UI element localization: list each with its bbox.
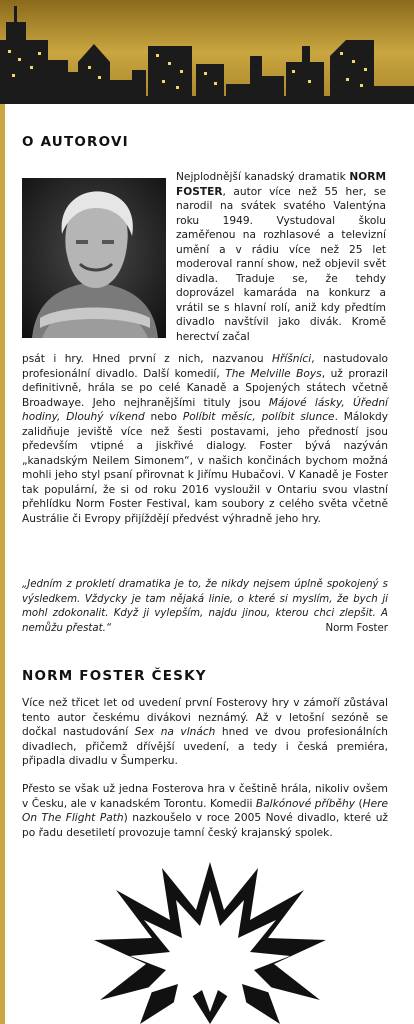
text-run: Sex na vlnách bbox=[134, 726, 216, 738]
text-run: ) nazkoušelo v roce 2005 Nové divadlo, které už po řadu desetiletí provozuje tamní český krajanský spolek. bbox=[22, 812, 388, 839]
text-run: Přesto se však už jedna Fosterova hra v češtině hrála, nikoliv ovšem v Česku, ale v kanadském Torontu. Komedii bbox=[22, 783, 388, 810]
text-run: hned ve dvou profesionálních divadlech, přičemž dřívější uvedení, a tedy i česká premiéra, připadla divadlu v Šumperku. bbox=[22, 726, 388, 767]
text-run: Nejplodnější kanadský dramatik bbox=[176, 171, 350, 183]
text-run: nebo bbox=[144, 411, 183, 423]
quote-author: Norm Foster bbox=[325, 622, 388, 634]
left-accent-bar bbox=[0, 104, 5, 1024]
city-skyline-banner bbox=[0, 0, 414, 104]
czech-heading: NORM FOSTER ČESKY bbox=[22, 668, 207, 684]
about-bio-intro bbox=[176, 170, 386, 344]
text-run: ( bbox=[354, 797, 363, 810]
text-run: , už prorazil definitivně, hrála se po celé Kanadě a Spojených státech včetně Broadwaye. Jeho nejhranějšími tituly jsou bbox=[22, 367, 388, 409]
about-bio-continued bbox=[22, 352, 388, 526]
comic-burst-icon bbox=[90, 860, 330, 1024]
text-run: , autor více než 55 her, se narodil na svátek svatého Valentýna roku 1949. Vystudoval školu zaměřenou na rozhlasové a televizní umění a v rádiu více než 25 let moderoval ranní show, než objevil svět divadla. Traduje se, že tehdy doprovázel kamaráda na konkurz a vrátil se s hlavní rolí, aniž kdy předtím divadlo navštívil jako divák. Kromě herectví začal bbox=[176, 185, 386, 343]
czech-paragraph-2 bbox=[22, 782, 388, 840]
text-run: NORM FOSTER bbox=[176, 171, 386, 198]
author-quote bbox=[22, 578, 388, 636]
text-run: . Málokdy zalidňuje jeviště více než šesti postavami, jeho předností jsou především vtipné a jiskřivé dialogy. Foster bývá nazýván „kanadským Neilem Simonem“, v našich končinách bychom možná mohli jeho styl psaní přirovnat k Jiřímu Hubačovi. V Kanadě je Foster tak populární, že si od roku 2016 vysloužil v Ontariu svou vlastní přehlídku Norm Foster Festival, kam soubory z celého světa včetně Austrálie či Evropy přijíždějí předvést výhradně jeho hry. bbox=[22, 411, 388, 525]
text-run: Balkónové příběhy bbox=[255, 797, 355, 810]
text-run: psát i hry. Hned první z nich, nazvanou bbox=[22, 353, 272, 365]
text-run: The Melville Boys bbox=[225, 367, 322, 380]
text-run: Here On The Flight Path bbox=[22, 797, 388, 824]
text-run: Hříšníci bbox=[271, 353, 312, 365]
text-run: , nastudovalo profesionální divadlo. Další komedií, bbox=[22, 353, 388, 380]
czech-paragraph-1 bbox=[22, 696, 388, 769]
about-heading: O AUTOROVI bbox=[22, 134, 129, 150]
text-run: Více než třicet let od uvedení první Fosterovy hry v zámoří zůstával tento autor českému divákovi neznámý. Až v letošní sezóně se dočkal nastudování bbox=[22, 697, 388, 738]
text-run: Májové lásky, Úřední hodiny, Dlouhý víkend bbox=[22, 396, 389, 423]
text-run: Políbit měsíc, políbit slunce bbox=[182, 411, 335, 423]
author-portrait-icon bbox=[22, 178, 166, 338]
quote-text: „Jedním z prokletí dramatika je to, že nikdy nejsem úplně spokojený s výsledkem. Vždycky je tam nějaká linie, o které si myslím, že bych ji mohl zdokonalit. Když ji vylepším, najdu jinou, kterou chci zlepšit. A nemůžu přestat.“ bbox=[22, 579, 388, 634]
